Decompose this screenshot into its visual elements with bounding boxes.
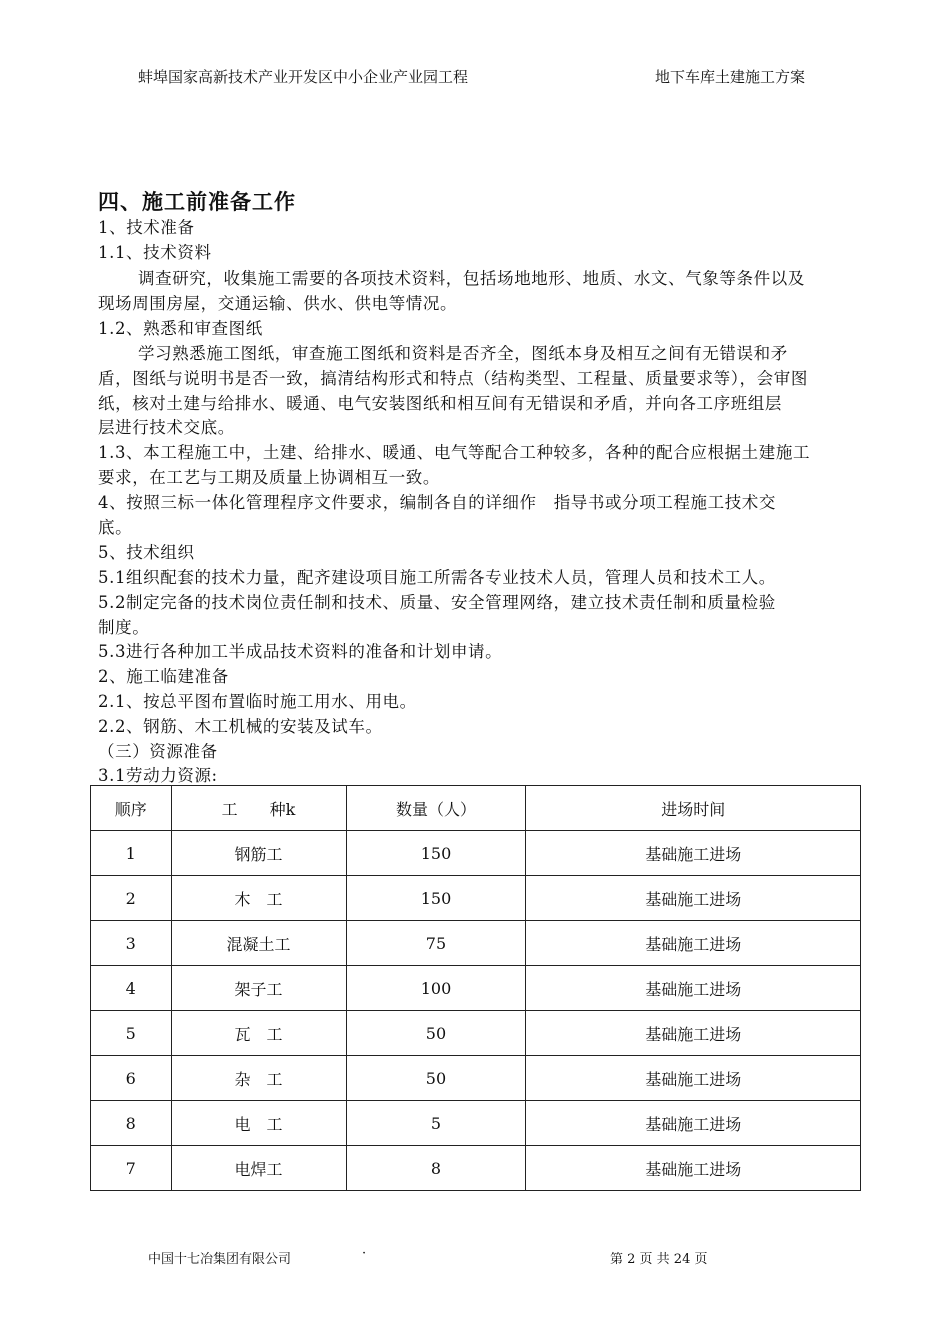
table-cell: 杂 工 bbox=[171, 1056, 346, 1101]
table-cell: 7 bbox=[91, 1146, 172, 1191]
paragraph-line: 5.2制定完备的技术岗位责任制和技术、质量、安全管理网络，建立技术责任制和质量检验 bbox=[98, 593, 776, 612]
paragraph-line: 5.1组织配套的技术力量，配齐建设项目施工所需各专业技术人员，管理人员和技术工人。 bbox=[98, 568, 776, 587]
paragraph-line: 4、按照三标一体化管理程序文件要求，编制各自的详细作 指导书或分项工程施工技术交 bbox=[98, 493, 776, 512]
paragraph-line: 1、技术准备 bbox=[98, 218, 195, 237]
table-cell: 50 bbox=[346, 1056, 526, 1101]
table-cell: 基础施工进场 bbox=[526, 1056, 861, 1101]
paragraph-line: 2、施工临建准备 bbox=[98, 667, 229, 686]
paragraph-line: 2.2、钢筋、木工机械的安装及试车。 bbox=[98, 717, 383, 736]
table-cell: 150 bbox=[346, 876, 526, 921]
paragraph-line: 1.2、熟悉和审查图纸 bbox=[98, 319, 263, 338]
table-cell: 基础施工进场 bbox=[526, 876, 861, 921]
table-cell: 瓦 工 bbox=[171, 1011, 346, 1056]
table-cell: 5 bbox=[346, 1101, 526, 1146]
paragraph-line: 3.1劳动力资源: bbox=[98, 766, 218, 785]
table-cell: 基础施工进场 bbox=[526, 1011, 861, 1056]
paragraph-line: 1.3、本工程施工中，土建、给排水、暖通、电气等配合工种较多，各种的配合应根据土建施工 bbox=[98, 443, 811, 462]
table-header-cell: 数量（人） bbox=[346, 786, 526, 831]
paragraph-line: 2.1、按总平图布置临时施工用水、用电。 bbox=[98, 692, 417, 711]
table-cell: 50 bbox=[346, 1011, 526, 1056]
paragraph-line: （三）资源准备 bbox=[98, 742, 218, 761]
table-cell: 6 bbox=[91, 1056, 172, 1101]
paragraph-line: 要求，在工艺与工期及质量上协调相互一致。 bbox=[98, 468, 440, 487]
table-header-row bbox=[91, 786, 861, 831]
paragraph-line: 制度。 bbox=[98, 618, 150, 637]
paragraph-line: 盾，图纸与说明书是否一致，搞清结构形式和特点（结构类型、工程量、质量要求等），会审图 bbox=[98, 369, 808, 388]
paragraph-line: 5.3进行各种加工半成品技术资料的准备和计划申请。 bbox=[98, 642, 503, 661]
table-row bbox=[91, 876, 861, 921]
table-cell: 75 bbox=[346, 921, 526, 966]
table-row bbox=[91, 831, 861, 876]
table-cell: 基础施工进场 bbox=[526, 966, 861, 1011]
table-cell: 电 工 bbox=[171, 1101, 346, 1146]
header-project-name: 蚌埠国家高新技术产业开发区中小企业产业园工程 bbox=[138, 68, 469, 86]
table-row bbox=[91, 966, 861, 1011]
table-cell: 混凝土工 bbox=[171, 921, 346, 966]
paragraph-line: 学习熟悉施工图纸，审查施工图纸和资料是否齐全，图纸本身及相互之间有无错误和矛 bbox=[138, 344, 788, 363]
table-row bbox=[91, 1056, 861, 1101]
table-row bbox=[91, 1146, 861, 1191]
table-header-cell: 顺序 bbox=[91, 786, 172, 831]
table-cell: 100 bbox=[346, 966, 526, 1011]
table-row bbox=[91, 1101, 861, 1146]
paragraph-line: 5、技术组织 bbox=[98, 543, 195, 562]
table-row bbox=[91, 921, 861, 966]
table-cell: 4 bbox=[91, 966, 172, 1011]
table-cell: 基础施工进场 bbox=[526, 1146, 861, 1191]
table-header-cell: 进场时间 bbox=[526, 786, 861, 831]
footer-company: 中国十七冶集团有限公司 bbox=[148, 1252, 292, 1267]
table-cell: 基础施工进场 bbox=[526, 921, 861, 966]
paragraph-line: 现场周围房屋，交通运输、供水、供电等情况。 bbox=[98, 294, 458, 313]
paragraph-line: 底。 bbox=[98, 518, 133, 537]
table-row bbox=[91, 1011, 861, 1056]
table-header-cell: 工 种k bbox=[171, 786, 346, 831]
paragraph-line: 调查研究，收集施工需要的各项技术资料，包括场地地形、地质、水文、气象等条件以及 bbox=[138, 269, 805, 288]
table-cell: 基础施工进场 bbox=[526, 831, 861, 876]
table-cell: 电焊工 bbox=[171, 1146, 346, 1191]
labor-resource-table bbox=[90, 785, 861, 1191]
table-cell: 木 工 bbox=[171, 876, 346, 921]
footer-page-number: 第 2 页 共 24 页 bbox=[610, 1252, 708, 1267]
paragraph-line: 1.1、技术资料 bbox=[98, 243, 212, 262]
paragraph-line: 纸，核对土建与给排水、暖通、电气安装图纸和相互间有无错误和矛盾，并向各工序班组层 bbox=[98, 394, 782, 413]
table-cell: 1 bbox=[91, 831, 172, 876]
table-cell: 3 bbox=[91, 921, 172, 966]
table-cell: 8 bbox=[91, 1101, 172, 1146]
table-cell: 架子工 bbox=[171, 966, 346, 1011]
footer-dot: · bbox=[362, 1246, 367, 1261]
section-title: 四、施工前准备工作 bbox=[98, 189, 296, 214]
table-cell: 150 bbox=[346, 831, 526, 876]
table-cell: 2 bbox=[91, 876, 172, 921]
table-cell: 5 bbox=[91, 1011, 172, 1056]
header-document-title: 地下车库土建施工方案 bbox=[655, 68, 806, 86]
table-cell: 基础施工进场 bbox=[526, 1101, 861, 1146]
table-cell: 钢筋工 bbox=[171, 831, 346, 876]
table-cell: 8 bbox=[346, 1146, 526, 1191]
paragraph-line: 层进行技术交底。 bbox=[98, 418, 235, 437]
